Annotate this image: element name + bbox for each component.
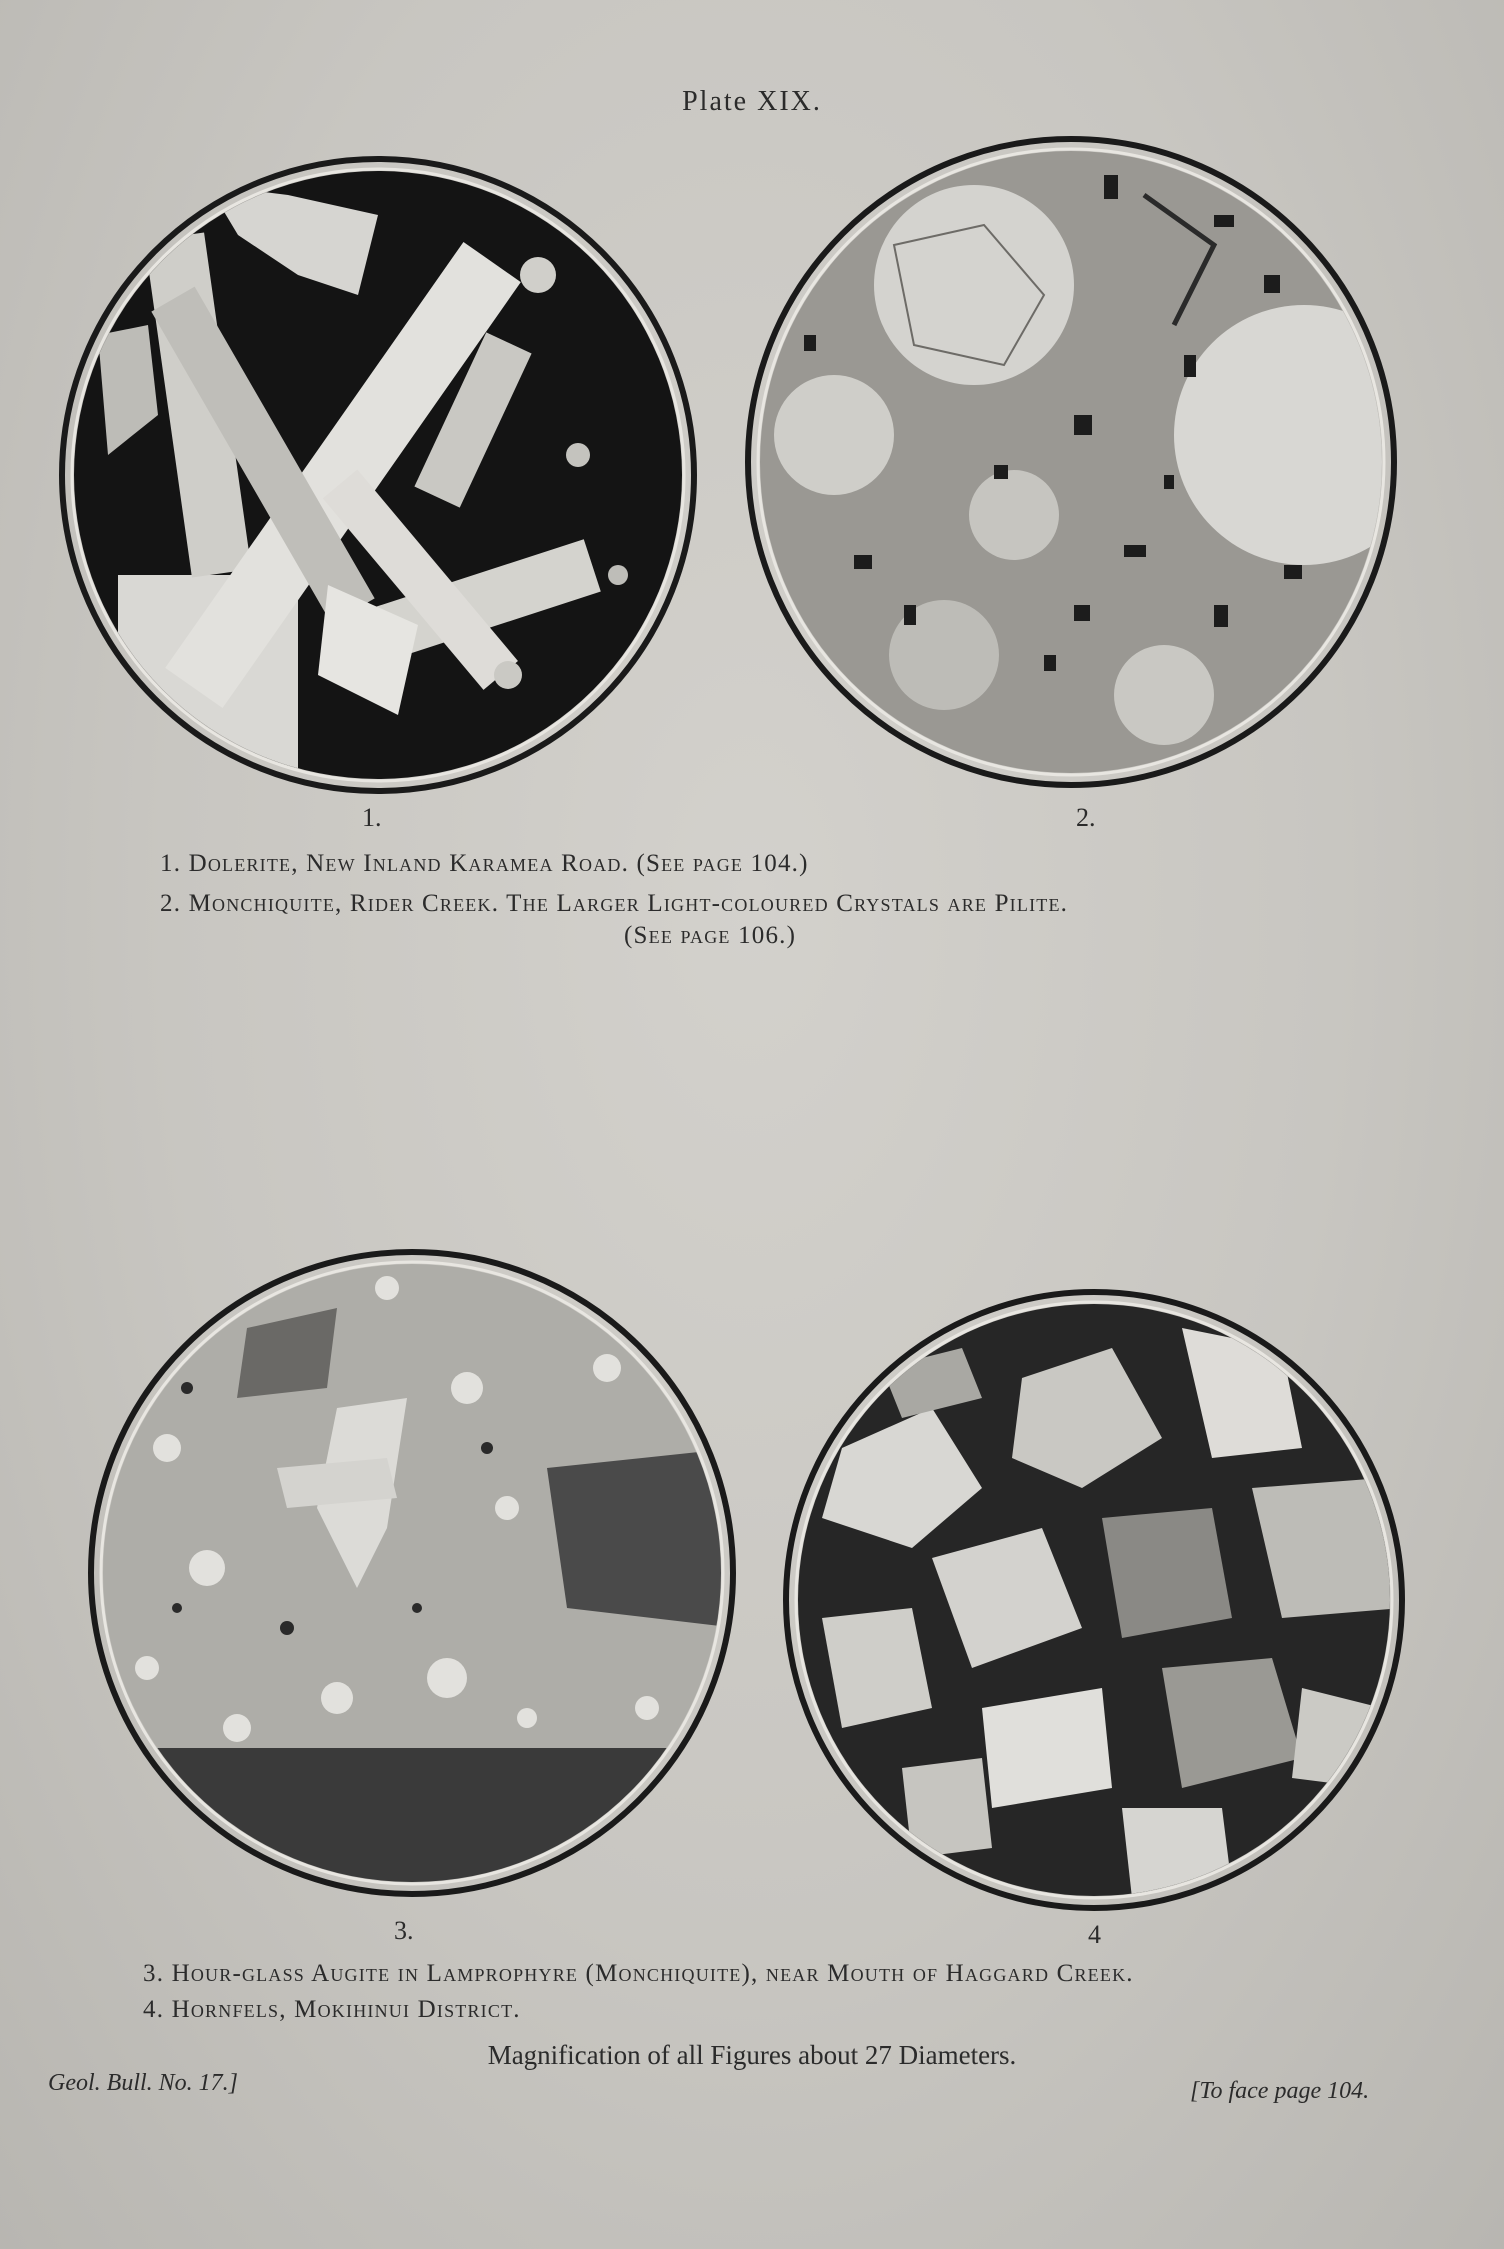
figure-2-micrograph [744, 135, 1399, 790]
footer-page-reference: [To face page 104. [1190, 2078, 1370, 2104]
figure-4-number: 4 [1088, 1920, 1101, 1949]
caption-figure-3: 3. Hour-glass Augite in Lamprophyre (Monchiquite), near Mouth of Haggard Creek. [143, 1960, 1134, 1987]
caption-figure-2: 2. Monchiquite, Rider Creek. The Larger Light-coloured Crystals are Pilite. [160, 890, 1069, 917]
figure-2-number: 2. [1076, 803, 1096, 832]
figure-1-number: 1. [362, 803, 382, 832]
caption-figure-4: 4. Hornfels, Mokihinui District. [143, 1996, 521, 2023]
figure-3-number: 3. [394, 1916, 414, 1945]
caption-figure-1: 1. Dolerite, New Inland Karamea Road. (See page 104.) [160, 850, 809, 877]
figure-4-micrograph [782, 1288, 1407, 1913]
plate-title: Plate XIX. [682, 86, 822, 117]
magnification-note: Magnification of all Figures about 27 Diameters. [487, 2040, 1017, 2070]
footer-bulletin-reference: Geol. Bull. No. 17.] [48, 2070, 238, 2096]
figure-1-micrograph [58, 155, 698, 795]
figure-3-micrograph [87, 1248, 737, 1898]
caption-figure-2-continued: (See page 106.) [624, 922, 797, 949]
